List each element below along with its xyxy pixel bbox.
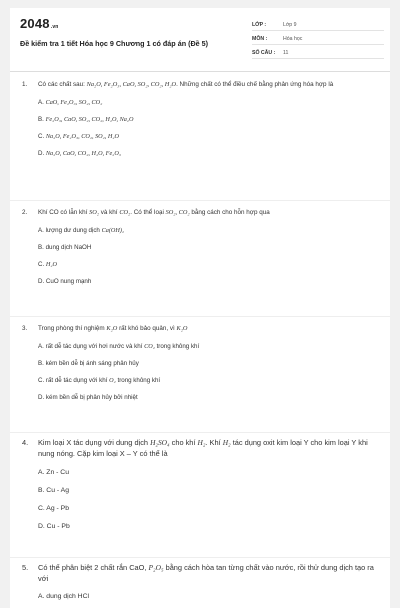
question-4 — [22, 437, 382, 540]
meta-label: LỚP : — [252, 22, 267, 28]
formula: Na₂O, Fe₂O₃, CaO, SO₂, CO₂, H₂O — [86, 81, 177, 88]
question-text: 4. Kim loại X tác dụng với dung dịch H₂SO₄ cho khí H₂. Khí H₂ tác dụng oxit kim loại Y cho kim loại Y khi nung nóng. Cặp kim loại X – Y có thể là — [22, 438, 368, 458]
exam-meta — [252, 20, 384, 62]
question-text: 2. Khí CO có lẫn khí SO₂ và khí CO₂. Có thể loại SO₂, CO₂ bằng cách cho hỗn hợp qua — [22, 209, 270, 216]
question-2 — [22, 208, 382, 294]
question-3 — [22, 324, 382, 410]
answer-options — [38, 468, 382, 540]
divider — [10, 432, 390, 433]
meta-label: MÔN : — [252, 36, 268, 42]
answer-option-d[interactable]: D. kém bền dễ bị phân hủy bởi nhiệt — [38, 393, 138, 401]
answer-option-d[interactable]: D. Cu - Pb — [38, 523, 70, 530]
text-part: . Những chất có thể điều chế bằng phản ứng hóa hợp là — [176, 81, 334, 88]
meta-row-count — [252, 48, 384, 59]
answer-option-a[interactable]: A. CaO, Fe₂O₃, SO₂, CO₂ — [38, 98, 103, 106]
answer-option-b[interactable]: B. Cu - Ag — [38, 487, 69, 494]
answer-option-b[interactable]: B. kém bền dễ bị ánh sáng phân hủy — [38, 359, 139, 367]
question-number: 2. — [22, 209, 28, 216]
answer-option-c[interactable]: C. rất dễ tác dụng với khí O₂ trong không khí — [38, 376, 161, 384]
divider — [10, 557, 390, 558]
question-text — [22, 80, 382, 90]
answer-option-a[interactable]: A. rất dễ tác dụng với hơi nước và khí CO₂ trong không khí — [38, 342, 200, 350]
meta-row-subject — [252, 34, 384, 45]
logo-main: 2048 — [20, 16, 50, 31]
question-number: 4. — [22, 438, 29, 447]
page-title: Đề kiểm tra 1 tiết Hóa học 9 Chương 1 có đáp án (Đề 5) — [20, 39, 209, 48]
answer-option-a[interactable]: A. lượng dư dung dịch Ca(OH)₂ — [38, 226, 125, 234]
logo-sub: .vn — [50, 24, 59, 30]
answer-option-c[interactable]: C. Ag - Pb — [38, 505, 69, 512]
question-number: 1. — [22, 81, 28, 88]
answer-options — [38, 98, 382, 166]
answer-options — [38, 342, 382, 410]
page — [10, 8, 390, 608]
answer-option-c[interactable]: C. H₂O — [38, 260, 58, 268]
meta-value: Lớp 9 — [283, 22, 297, 28]
site-logo[interactable] — [20, 16, 59, 31]
meta-row-class — [252, 20, 384, 31]
question-text: 3. Trong phòng thí nghiệm K₂O rất khó bảo quản, vì K₂O — [22, 325, 188, 332]
answer-options — [38, 592, 382, 608]
answer-option-d[interactable]: D. Na₂O, CaO, CO₂, H₂O, Fe₂O₃ — [38, 149, 121, 157]
question-5 — [22, 562, 382, 608]
answer-option-a[interactable]: A. Zn - Cu — [38, 469, 69, 476]
text-part: Có các chất sau: — [38, 81, 87, 88]
header — [10, 8, 390, 72]
answer-option-c[interactable]: C. Na₂O, Fe₂O₃, CO₂, SO₂, H₂O — [38, 132, 119, 140]
answer-options — [38, 226, 382, 294]
divider — [10, 316, 390, 317]
answer-option-d[interactable]: D. CuO nung mạnh — [38, 277, 92, 285]
meta-label: SỐ CÂU : — [252, 50, 276, 56]
question-1 — [22, 80, 382, 166]
answer-option-a[interactable]: A. dung dịch HCl — [38, 593, 90, 600]
meta-value: Hóa học — [283, 36, 303, 42]
meta-value: 11 — [283, 50, 289, 56]
question-number: 3. — [22, 325, 28, 332]
question-number: 5. — [22, 563, 29, 572]
question-text: 5. Có thể phân biệt 2 chất rắn CaO, P₂O₅ bằng cách hòa tan từng chất vào nước, rồi thử dung dịch tạo ra với — [22, 563, 374, 583]
answer-option-b[interactable]: B. Fe₂O₃, CaO, SO₂, CO₂, H₂O, Na₂O — [38, 115, 134, 123]
answer-option-b[interactable]: B. dung dịch NaOH — [38, 243, 92, 251]
divider — [10, 200, 390, 201]
